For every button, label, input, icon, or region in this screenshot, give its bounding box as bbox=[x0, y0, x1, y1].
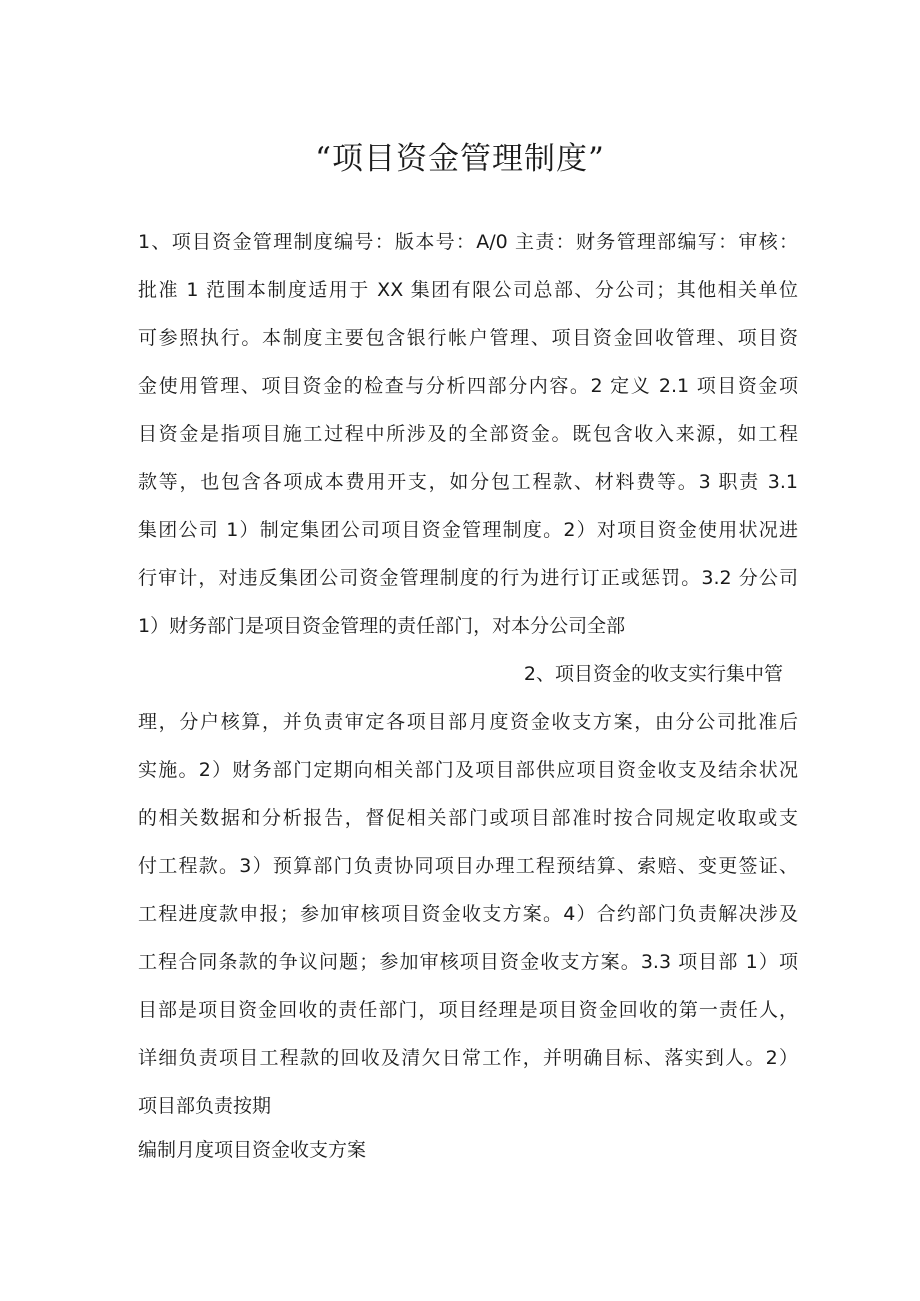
paragraph-line: 工程合同条款的争议问题；参加审核项目资金收支方案。3.3 项目部 1）项 bbox=[138, 951, 798, 973]
paragraph-line: 1）财务部门是项目资金管理的责任部门，对本分公司全部 bbox=[138, 615, 626, 637]
paragraph-line: 行审计，对违反集团公司资金管理制度的行为进行订正或惩罚。3.2 分公司 bbox=[138, 567, 798, 589]
paragraph-line: 批准 1 范围本制度适用于 XX 集团有限公司总部、分公司；其他相关单位 bbox=[138, 279, 798, 301]
paragraph-line: 项目部负责按期 bbox=[138, 1095, 272, 1117]
paragraph-line: 金使用管理、项目资金的检查与分析四部分内容。2 定义 2.1 项目资金项 bbox=[138, 375, 798, 397]
paragraph-line: 集团公司 1）制定集团公司项目资金管理制度。2）对项目资金使用状况进 bbox=[138, 519, 798, 541]
paragraph-line: 理，分户核算，并负责审定各项目部月度资金收支方案，由分公司批准后 bbox=[138, 711, 798, 733]
paragraph-line: 1、项目资金管理制度编号：版本号：A/0 主责：财务管理部编写：审核： bbox=[138, 231, 798, 253]
paragraph-line: 的相关数据和分析报告，督促相关部门或项目部准时按合同规定收取或支 bbox=[138, 807, 798, 829]
paragraph-line: 目资金是指项目施工过程中所涉及的全部资金。既包含收入来源，如工程 bbox=[138, 423, 798, 445]
paragraph-line: 目部是项目资金回收的责任部门，项目经理是项目资金回收的第一责任人， bbox=[138, 999, 798, 1021]
paragraph-line: 款等，也包含各项成本费用开支，如分包工程款、材料费等。3 职责 3.1 bbox=[138, 471, 798, 493]
paragraph-line: 编制月度项目资金收支方案 bbox=[138, 1139, 367, 1161]
paragraph-line: 实施。2）财务部门定期向相关部门及项目部供应项目资金收支及结余状况 bbox=[138, 759, 798, 781]
paragraph-line: 详细负责项目工程款的回收及清欠日常工作，并明确目标、落实到人。2） bbox=[138, 1047, 798, 1069]
document-title: “项目资金管理制度” bbox=[315, 141, 605, 177]
paragraph-line: 工程进度款申报；参加审核项目资金收支方案。4）合约部门负责解决涉及 bbox=[138, 903, 798, 925]
paragraph-line: 可参照执行。本制度主要包含银行帐户管理、项目资金回收管理、项目资 bbox=[138, 327, 798, 349]
paragraph-line: 付工程款。3）预算部门负责协同项目办理工程预结算、索赔、变更签证、 bbox=[138, 855, 798, 877]
paragraph-line: 2、项目资金的收支实行集中管 bbox=[523, 663, 783, 685]
